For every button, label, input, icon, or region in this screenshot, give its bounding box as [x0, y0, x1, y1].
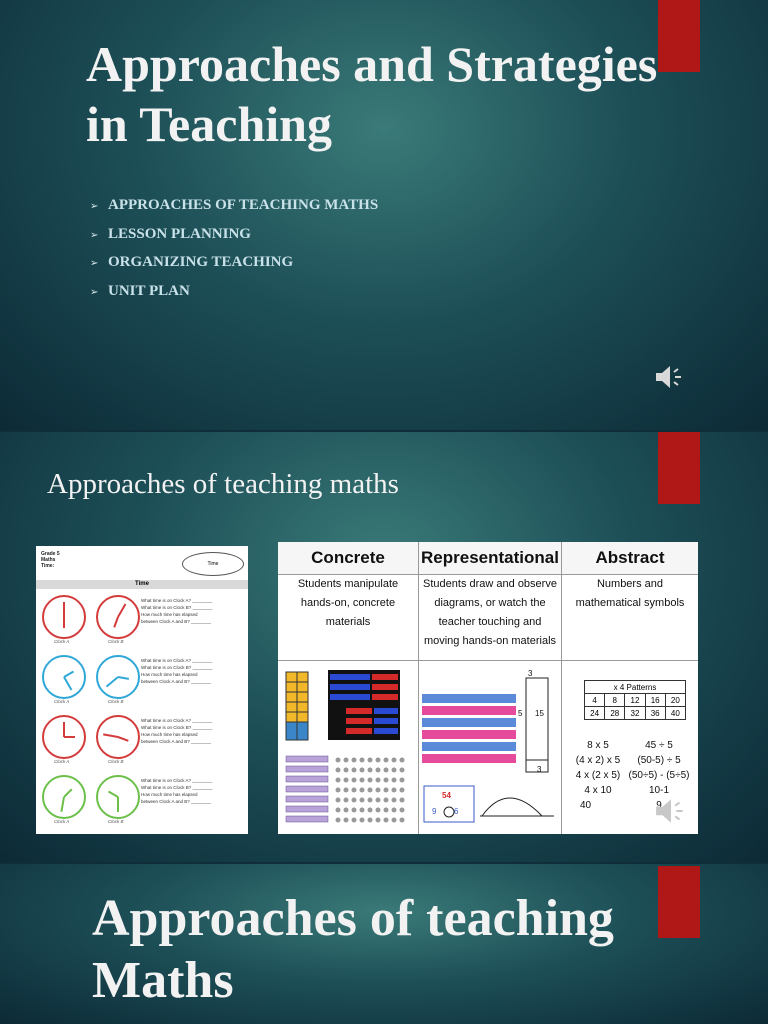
slide-3	[0, 864, 768, 1024]
clock-row: Clock A Clock B What time is on Clock A? ________ What time is on Clock B? ________ How much time has elapsed between Clock A and B? ________	[36, 649, 248, 709]
cra-table-image: Concrete Representational Abstract Students manipulate hands-on, concrete materials Students draw and observe diagrams, or watch the teacher touching and moving hands-on materials Numbers and mathematical symbols 3 5 15 3 54 9 6 x 4 Patterns 4 8 12 16 20 24 28 32 36 40 8 x 5 (4 x 2) x 5 4 x (2 x 5) 4 x 10 40 45 ÷ 5 (50-5) ÷ 5 (50÷5) - (5÷5) 10-1 9	[278, 542, 698, 834]
times-four-pattern-table: x 4 Patterns 4 8 12 16 20 24 28 32 36 40	[584, 680, 686, 720]
column-header-representational: Representational	[419, 542, 561, 574]
abstract-math-left: 8 x 5 (4 x 2) x 5 4 x (2 x 5) 4 x 10 40	[575, 740, 621, 811]
worksheet-meta: Grade 5 Maths Time:	[41, 551, 60, 569]
bullet-item: ➢ APPROACHES OF TEACHING MATHS	[90, 192, 378, 221]
clock-row: Clock A Clock B What time is on Clock A? ________ What time is on Clock B? ________ How much time has elapsed between Clock A and B? ________	[36, 769, 248, 829]
worksheet-title-oval: Time	[182, 552, 244, 576]
worksheet-band: Time	[36, 580, 248, 589]
arrow-bullet-icon: ➢	[90, 201, 99, 212]
slide-title: Approaches and Strategies in Teaching	[86, 36, 658, 152]
column-header-concrete: Concrete	[278, 542, 418, 574]
clock-icon	[96, 715, 140, 759]
arrow-bullet-icon: ➢	[90, 258, 99, 269]
representational-description: Students draw and observe diagrams, or watch the teacher touching and moving hands-on materials	[423, 578, 557, 647]
clock-icon	[42, 655, 86, 699]
clock-icon	[42, 595, 86, 639]
worksheet-questions: What time is on Clock A? ________ What time is on Clock B? ________ How much time has elapsed between Clock A and B? ________	[141, 598, 213, 624]
clock-icon	[96, 595, 140, 639]
clock-icon	[42, 775, 86, 819]
clock-icon	[96, 775, 140, 819]
slide-2	[0, 432, 768, 862]
worksheet-questions: What time is on Clock A? ________ What time is on Clock B? ________ How much time has elapsed between Clock A and B? ________	[141, 718, 213, 744]
column-header-abstract: Abstract	[562, 542, 698, 574]
representational-diagram-picture	[422, 664, 558, 830]
worksheet-questions: What time is on Clock A? ________ What time is on Clock B? ________ How much time has elapsed between Clock A and B? ________	[141, 778, 213, 804]
bullet-item: ➢ UNIT PLAN	[90, 278, 378, 307]
clock-worksheet-image	[36, 546, 248, 834]
red-accent-tab	[658, 432, 700, 504]
bullet-list	[90, 192, 378, 306]
clock-row: Clock A Clock B What time is on Clock A? ________ What time is on Clock B? ________ How much time has elapsed between Clock A and B? ________	[36, 589, 248, 649]
clock-row: Clock A Clock B What time is on Clock A? ________ What time is on Clock B? ________ How much time has elapsed between Clock A and B? ________	[36, 709, 248, 769]
slide-1	[0, 0, 768, 430]
audio-speaker-icon[interactable]	[654, 361, 686, 393]
worksheet-questions: What time is on Clock A? ________ What time is on Clock B? ________ How much time has elapsed between Clock A and B? ________	[141, 658, 213, 684]
clock-icon	[42, 715, 86, 759]
bullet-item: ➢ LESSON PLANNING	[90, 221, 378, 250]
clock-icon	[96, 655, 140, 699]
audio-speaker-icon[interactable]	[654, 794, 688, 828]
red-accent-tab	[658, 866, 700, 938]
abstract-math-right: 45 ÷ 5 (50-5) ÷ 5 (50÷5) - (5÷5) 10-1 9	[628, 740, 690, 811]
slide-title: Approaches of teaching maths	[47, 468, 399, 500]
bullet-item: ➢ ORGANIZING TEACHING	[90, 249, 378, 278]
base-ten-blocks-picture	[284, 670, 414, 830]
abstract-description: Numbers and mathematical symbols	[575, 578, 685, 609]
concrete-description: Students manipulate hands-on, concrete materials	[297, 578, 399, 628]
arrow-bullet-icon: ➢	[90, 229, 99, 241]
arrow-bullet-icon: ➢	[90, 286, 99, 298]
slide-title: Approaches of teaching Maths	[92, 890, 614, 1010]
